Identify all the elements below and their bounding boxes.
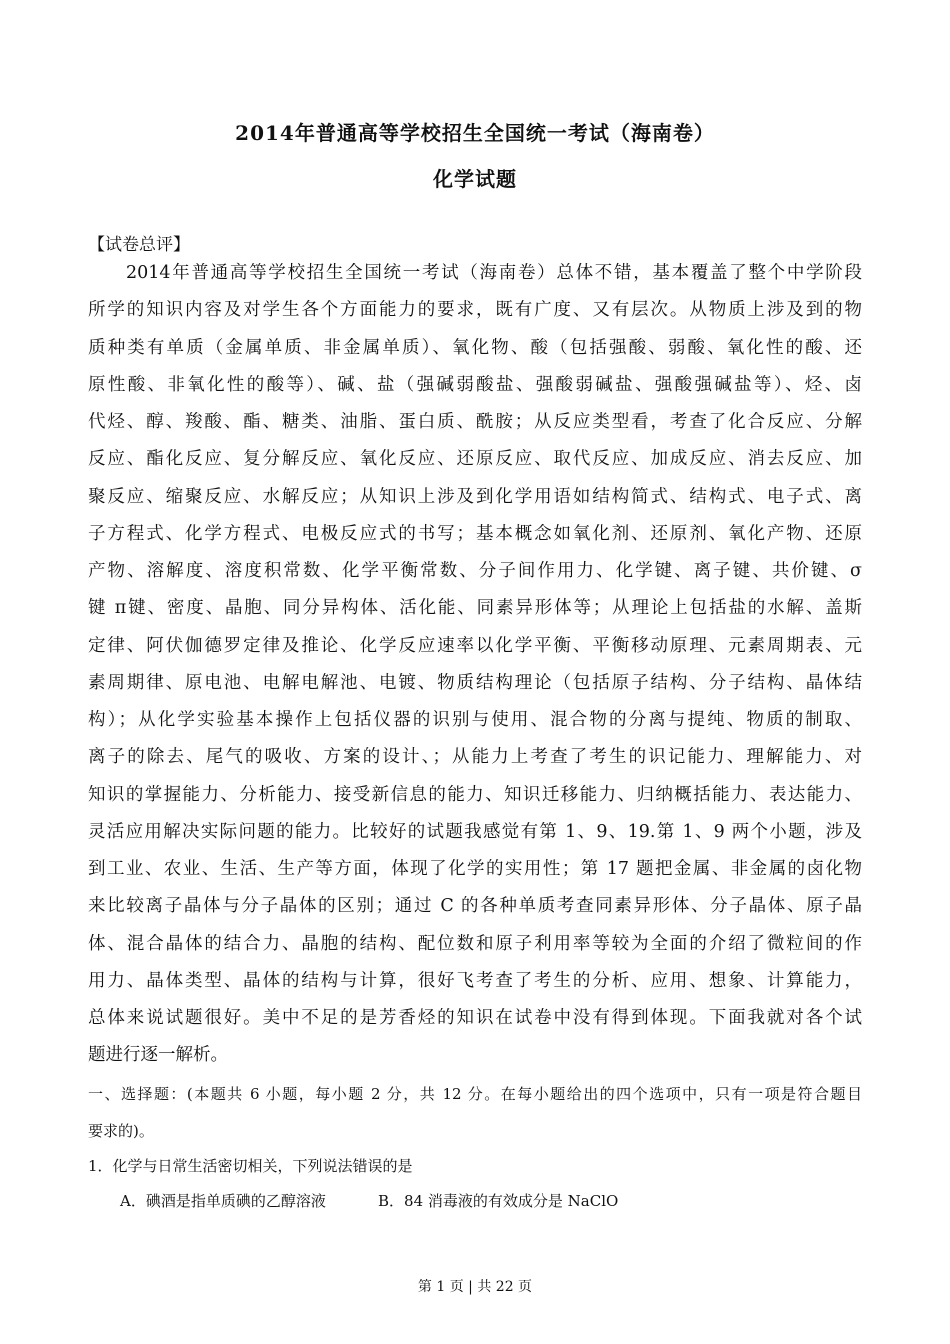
- review-line: 总体来说试题很好。美中不足的是芳香烃的知识在试卷中没有得到体现。下面我就对各个试: [88, 1008, 862, 1028]
- review-line: 题进行逐一解析。: [88, 1045, 228, 1066]
- review-line: 代烃、醇、羧酸、酯、糖类、油脂、蛋白质、酰胺；从反应类型看，考查了化合反应、分解: [88, 412, 862, 432]
- page-footer: 第 1 页 | 共 22 页: [417, 1279, 533, 1295]
- review-line: 定律、阿伏伽德罗定律及推论、化学反应速率以化学平衡、平衡移动原理、元素周期表、元: [88, 635, 862, 656]
- review-line: 知识的掌握能力、分析能力、接受新信息的能力、知识迁移能力、归纳概括能力、表达能力、: [88, 784, 862, 805]
- review-line: 产物、溶解度、溶度积常数、化学平衡常数、分子间作用力、化学键、离子键、共价键、σ: [88, 561, 862, 581]
- review-line: 质种类有单质（金属单质、非金属单质）、氧化物、酸（包括强酸、弱酸、氧化性的酸、还: [88, 337, 862, 358]
- review-line: 来比较离子晶体与分子晶体的区别；通过 C 的各种单质考查同素异形体、分子晶体、原子晶: [88, 896, 862, 917]
- review-line: 素周期律、原电池、电解电解池、电镀、物质结构理论（包括原子结构、分子结构、晶体结: [88, 672, 862, 693]
- review-line: 聚反应、缩聚反应、水解反应；从知识上涉及到化学用语如结构简式、结构式、电子式、离: [88, 486, 862, 507]
- section-instruction-cont: 要求的)。: [88, 1122, 154, 1140]
- review-line: 所学的知识内容及对学生各个方面能力的要求，既有广度、又有层次。从物质上涉及到的物: [88, 300, 862, 321]
- review-line: 2014年普通高等学校招生全国统一考试（海南卷）总体不错，基本覆盖了整个中学阶段: [126, 263, 862, 283]
- document-subtitle: 化学试题: [433, 167, 517, 191]
- section-instruction: 一、选择题：(本题共 6 小题，每小题 2 分，共 12 分。在每小题给出的四个选项中，只有一项是符合题目: [88, 1085, 862, 1103]
- review-line: 体、混合晶体的结合力、晶胞的结构、配位数和原子利用率等较为全面的介绍了微粒间的作: [88, 933, 862, 954]
- document-title: 2014年普通高等学校招生全国统一考试（海南卷）: [235, 121, 715, 145]
- review-line: 原性酸、非氧化性的酸等）、碱、盐（强碱弱酸盐、强酸弱碱盐、强酸强碱盐等）、烃、卤: [88, 374, 862, 395]
- review-line: 构）；从化学实验基本操作上包括仪器的识别与使用、混合物的分离与提纯、物质的制取、: [88, 710, 862, 730]
- review-line: 灵活应用解决实际问题的能力。比较好的试题我感觉有第 1、9、19.第 1、9 两个小题，涉及: [88, 821, 862, 842]
- question-stem: 1．化学与日常生活密切相关，下列说法错误的是: [88, 1157, 413, 1175]
- review-line: 离子的除去、尾气的吸收、方案的设计、；从能力上考查了考生的识记能力、理解能力、对: [88, 747, 862, 768]
- review-heading: 【试卷总评】: [88, 235, 190, 255]
- review-line: 键 π键、密度、晶胞、同分异构体、活化能、同素异形体等；从理论上包括盐的水解、盖斯: [88, 598, 862, 619]
- review-line: 到工业、农业、生活、生产等方面，体现了化学的实用性；第 17 题把金属、非金属的卤化物: [88, 859, 862, 879]
- review-line: 子方程式、化学方程式、电极反应式的书写；基本概念如氧化剂、还原剂、氧化产物、还原: [88, 523, 862, 544]
- option-a: A．碘酒是指单质碘的乙醇溶液: [120, 1192, 326, 1210]
- review-line: 用力、晶体类型、晶体的结构与计算，很好飞考查了考生的分析、应用、想象、计算能力，: [88, 970, 862, 991]
- option-b: B．84 消毒液的有效成分是 NaClO: [378, 1192, 619, 1210]
- review-line: 反应、酯化反应、复分解反应、氧化反应、还原反应、取代反应、加成反应、消去反应、加: [88, 449, 862, 470]
